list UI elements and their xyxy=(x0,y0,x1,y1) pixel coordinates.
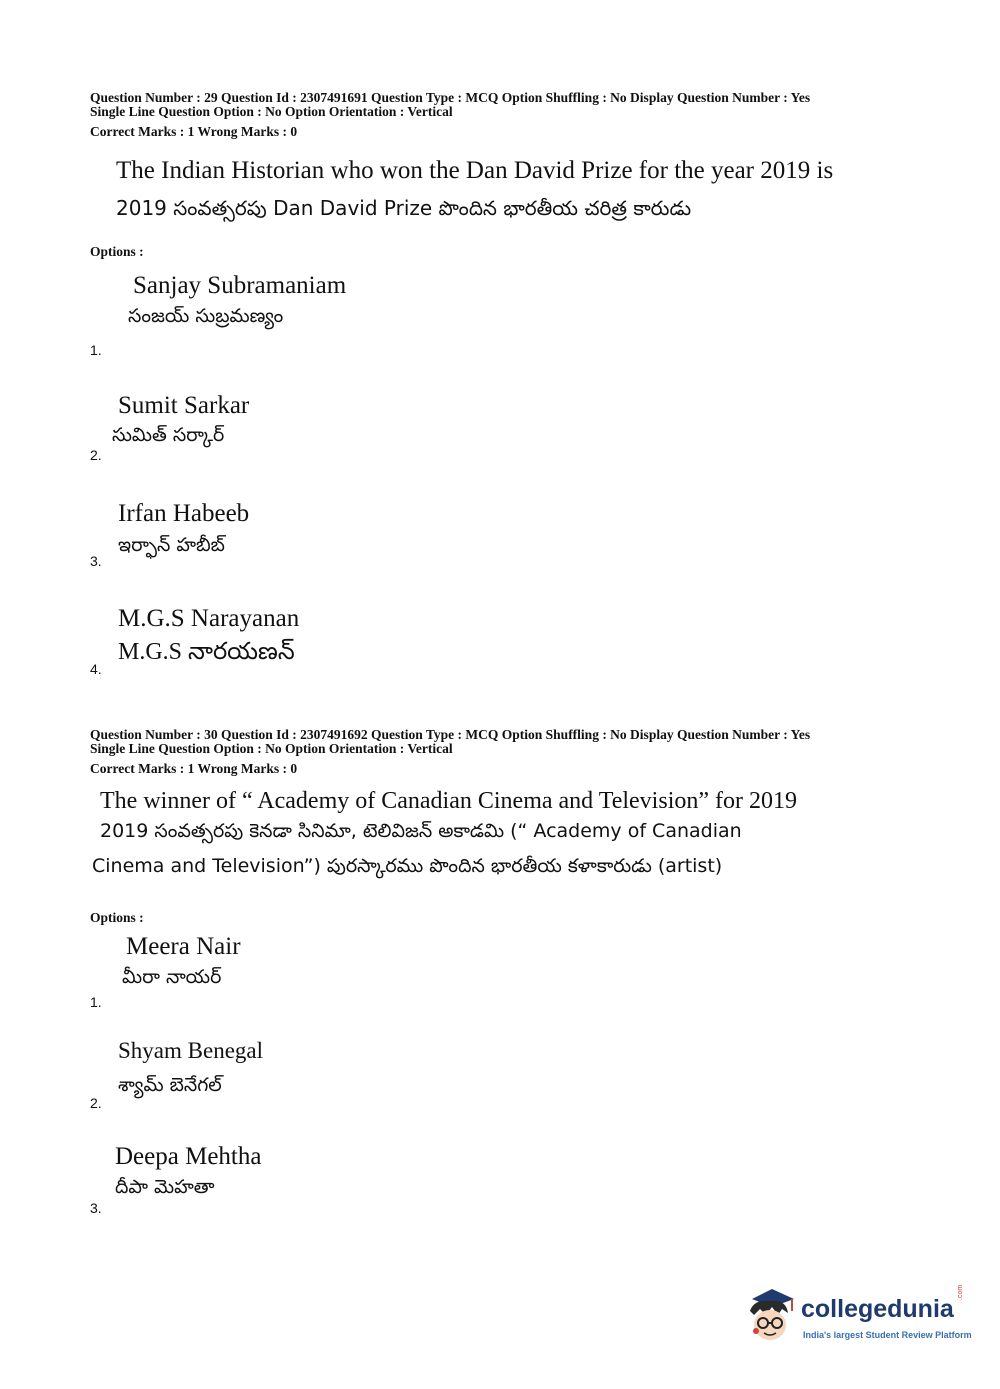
q29-option-4-te[interactable]: M.G.S నారయణన్ xyxy=(118,639,295,665)
q30-option-1-te[interactable]: మీరా నాయర్ xyxy=(122,966,222,988)
q29-option-4-en[interactable]: M.G.S Narayanan xyxy=(118,605,300,632)
logo-wordmark[interactable]: collegedunia xyxy=(801,1295,954,1323)
q29-option-1-en[interactable]: Sanjay Subramaniam xyxy=(133,272,347,299)
q30-meta-line1: Question Number : 30 Question Id : 2307491692 Question Type : MCQ Option Shuffling : No Display Question Number : Yes xyxy=(90,727,811,742)
q29-option-2-te[interactable]: సుమిత్ సర్కార్ xyxy=(112,424,225,446)
logo-tagline: India's largest Student Review Platform xyxy=(803,1330,972,1340)
q29-question-text-en: The Indian Historian who won the Dan David Prize for the year 2019 is xyxy=(116,157,834,184)
q29-option-3-te[interactable]: ఇర్ఫాన్ హబీబ్ xyxy=(118,534,225,556)
q30-meta-line2: Single Line Question Option : No Option Orientation : Vertical xyxy=(90,741,453,756)
q29-option-1-number: 1. xyxy=(90,342,102,358)
q29-option-3-number: 3. xyxy=(90,553,102,569)
q30-question-text-te-line2: Cinema and Television”) పురస్కారము పొందిన భారతీయ కళాకారుడు (artist) xyxy=(92,855,723,877)
q30-option-3-te[interactable]: దీపా మెహతా xyxy=(115,1176,215,1198)
q30-option-3-en[interactable]: Deepa Mehtha xyxy=(115,1143,262,1170)
q29-option-1-te[interactable]: సంజయ్ సుబ్రమణ్యం xyxy=(128,305,284,327)
collegedunia-mascot-icon xyxy=(742,1285,798,1345)
q29-meta-line1: Question Number : 29 Question Id : 2307491691 Question Type : MCQ Option Shuffling : No Display Question Number : Yes xyxy=(90,90,811,105)
q30-option-1-number: 1. xyxy=(90,994,102,1010)
q29-option-2-en[interactable]: Sumit Sarkar xyxy=(118,392,250,419)
q29-option-4-number: 4. xyxy=(90,661,102,677)
q29-option-2-number: 2. xyxy=(90,447,102,463)
q30-options-label: Options : xyxy=(90,910,144,925)
q30-option-2-en[interactable]: Shyam Benegal xyxy=(118,1038,263,1063)
q30-question-text-en: The winner of “ Academy of Canadian Cinema and Television” for 2019 xyxy=(100,788,797,814)
q29-options-label: Options : xyxy=(90,244,144,259)
q30-option-2-te[interactable]: శ్యామ్ బెనేగల్ xyxy=(118,1074,222,1096)
q29-option-3-en[interactable]: Irfan Habeeb xyxy=(118,500,250,527)
q29-marks: Correct Marks : 1 Wrong Marks : 0 xyxy=(90,124,298,139)
q30-option-3-number: 3. xyxy=(90,1200,102,1216)
q30-option-1-en[interactable]: Meera Nair xyxy=(126,933,241,960)
q30-marks: Correct Marks : 1 Wrong Marks : 0 xyxy=(90,761,298,776)
q29-question-text-te: 2019 సంవత్సరపు Dan David Prize పొందిన భారతీయ చరిత్ర కారుడు xyxy=(116,196,692,220)
q29-meta-line2: Single Line Question Option : No Option Orientation : Vertical xyxy=(90,104,453,119)
q30-question-text-te-line1: 2019 సంవత్సరపు కెనడా సినిమా, టెలివిజన్ అకాడమి (“ Academy of Canadian xyxy=(100,820,742,842)
q30-option-2-number: 2. xyxy=(90,1095,102,1111)
logo-dotcom: .com xyxy=(957,1284,964,1300)
